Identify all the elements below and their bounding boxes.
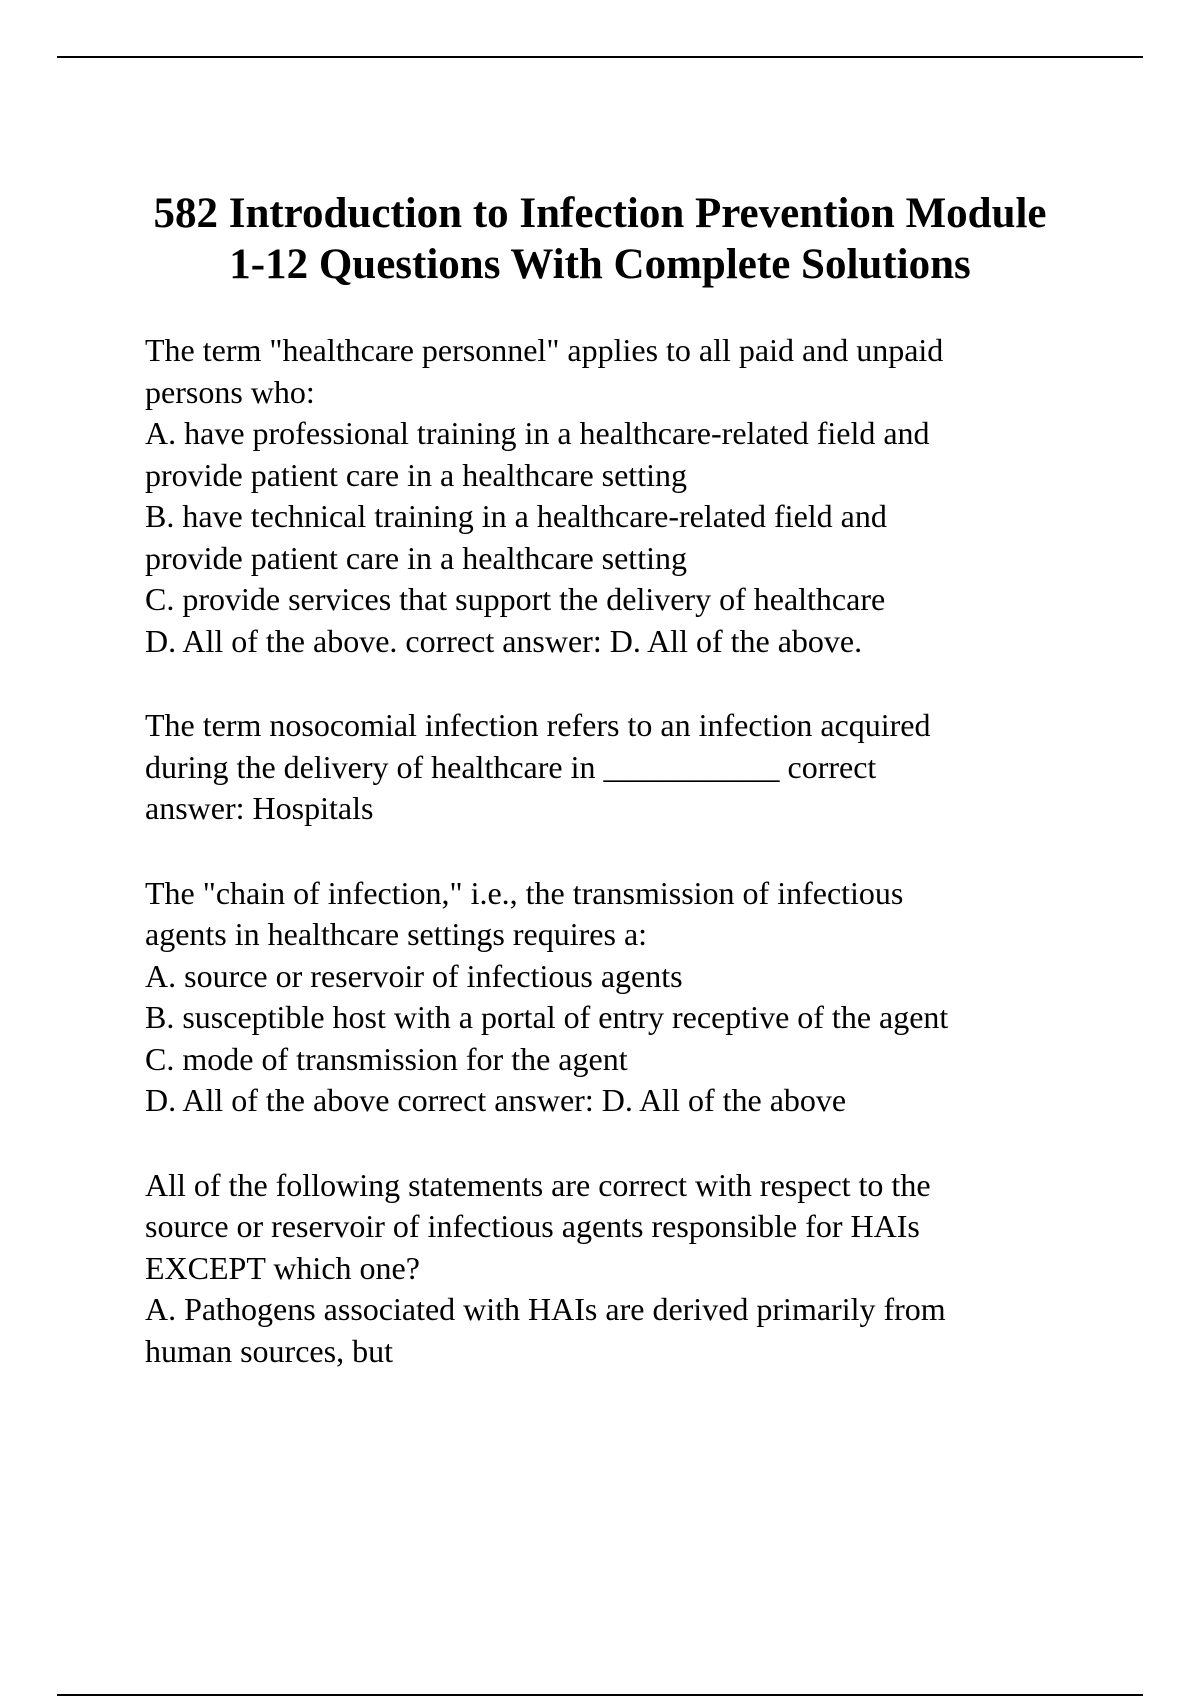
question-block (145, 873, 1145, 1122)
question-text-line: The term "healthcare personnel" applies to all paid and unpaid (145, 332, 944, 368)
answer-line: answer: Hospitals (145, 790, 374, 826)
title-line: 1-12 Questions With Complete Solutions (229, 241, 971, 288)
question-text-line: EXCEPT which one? (145, 1249, 420, 1286)
option-line: provide patient care in a healthcare setting (145, 456, 687, 493)
option-line: human sources, but (145, 1332, 393, 1369)
option-line: provide patient care in a healthcare setting (145, 539, 687, 576)
document-body (145, 330, 1145, 1415)
option-line: A. have professional training in a healthcare-related field and (145, 415, 930, 451)
answer-line: D. All of the above. correct answer: D. All of the above. (145, 622, 863, 659)
bottom-rule (57, 1694, 1143, 1696)
document-title (120, 188, 1080, 290)
option-line: B. have technical training in a healthcare-related field and (145, 498, 887, 534)
question-text-line: The term nosocomial infection refers to an infection acquired (145, 707, 931, 743)
question-text-line: The "chain of infection," i.e., the transmission of infectious (145, 874, 904, 911)
option-line: A. Pathogens associated with HAIs are derived primarily from (145, 1291, 946, 1327)
option-line: C. provide services that support the delivery of healthcare (145, 581, 886, 617)
title-line: 582 Introduction to Infection Prevention Module (153, 190, 1047, 237)
question-block (145, 1165, 1145, 1373)
question-text-line: during the delivery of healthcare in ___________ correct (145, 748, 877, 785)
question-text-line: persons who: (145, 373, 315, 410)
question-text-line: agents in healthcare settings requires a: (145, 916, 648, 952)
option-line: C. mode of transmission for the agent (145, 1040, 628, 1077)
option-line: A. source or reservoir of infectious agents (145, 957, 683, 994)
answer-line: D. All of the above correct answer: D. All of the above (145, 1082, 847, 1118)
question-block (145, 330, 1145, 662)
option-line: B. susceptible host with a portal of entry receptive of the agent (145, 999, 949, 1035)
question-text-line: All of the following statements are correct with respect to the (145, 1166, 931, 1203)
question-block (145, 705, 1145, 830)
top-rule (57, 56, 1143, 58)
question-text-line: source or reservoir of infectious agents responsible for HAIs (145, 1208, 920, 1244)
